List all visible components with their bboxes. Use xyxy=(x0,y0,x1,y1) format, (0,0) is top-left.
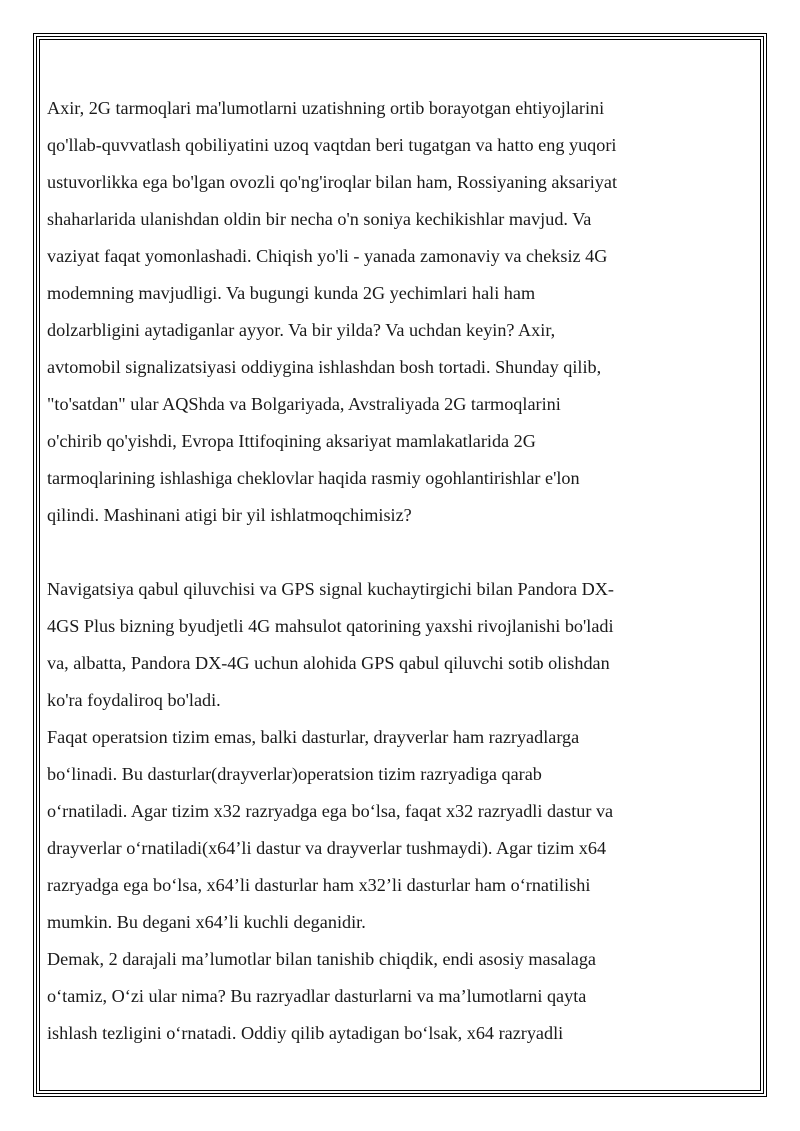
paragraph-spacer xyxy=(47,534,737,571)
paragraph-bitness: Faqat operatsion tizim emas, balki dasturlar, drayverlar ham razryadlarga bo‘linadi. Bu dasturlar(drayverlar)operatsion tizim razryadiga qarab o‘rnatiladi. Agar tizim x32 razryadga ega bo‘lsa, faqat x32 razryadli dastur va drayverlar o‘rnatiladi(x64’li dastur va drayverlar tushmaydi). Agar tizim x64 razryadga ega bo‘lsa, x64’li dasturlar ham x32’li dasturlar ham o‘rnatilishi mumkin. Bu degani x64’li kuchli deganidir. xyxy=(47,727,614,932)
paragraph-summary: Demak, 2 darajali ma’lumotlar bilan tanishib chiqdik, endi asosiy masalaga o‘tamiz, O‘zi ular nima? Bu razryadlar dasturlarni va ma’lumotlarni qayta ishlash tezligini o‘rnatadi. Oddiy qilib aytadigan bo‘lsak, x64 razryadli xyxy=(47,949,597,1043)
paragraph-pandora: Navigatsiya qabul qiluvchisi va GPS signal kuchaytirgichi bilan Pandora DX- 4GS Plus bizning byudjetli 4G mahsulot qatorining yaxshi rivojlanishi bo'ladi va, albatta, Pandora DX-4G uchun alohida GPS qabul qiluvchi sotib olishdan ko'ra foydaliroq bo'ladi. xyxy=(47,579,614,710)
document-body xyxy=(47,90,737,1052)
paragraph-2g-networks: Axir, 2G tarmoqlari ma'lumotlarni uzatishning ortib borayotgan ehtiyojlarini qo'llab-quvvatlash qobiliyatini uzoq vaqtdan beri tugatgan va hatto eng yuqori ustuvorlikka ega bo'lgan ovozli qo'ng'iroqlar bilan ham, Rossiyaning aksariyat shaharlarida ulanishdan oldin bir necha o'n soniya kechikishlar mavjud. Va vaziyat faqat yomonlashadi. Chiqish yo'li - yanada zamonaviy va cheksiz 4G modemning mavjudligi. Va bugungi kunda 2G yechimlari hali ham dolzarbligini aytadiganlar ayyor. Va bir yilda? Va uchdan keyin? Axir, avtomobil signalizatsiyasi oddiygina ishlashdan bosh tortadi. Shunday qilib, "to'satdan" ular AQShda va Bolgariyada, Avstraliyada 2G tarmoqlarini o'chirib qo'yishdi, Evropa Ittifoqining aksariyat mamlakatlarida 2G tarmoqlarining ishlashiga cheklovlar haqida rasmiy ogohlantirishlar e'lon qilindi. Mashinani atigi bir yil ishlatmoqchimisiz? xyxy=(47,98,617,525)
